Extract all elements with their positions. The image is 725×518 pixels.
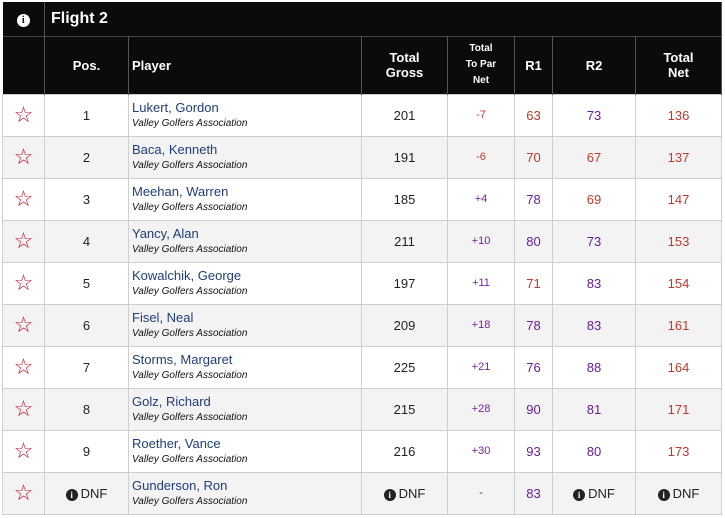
- table-row: [3, 220, 722, 262]
- player-cell: [129, 388, 362, 430]
- favorite-column-header: [3, 36, 45, 94]
- player-cell: [129, 430, 362, 472]
- star-outline-icon: ☆: [13, 396, 34, 421]
- flight-header: [3, 2, 722, 36]
- round-1-score: 78: [515, 304, 553, 346]
- player-cell: [129, 346, 362, 388]
- total-gross-cell: 225: [362, 346, 448, 388]
- favorite-toggle[interactable]: [3, 430, 45, 472]
- round-2-score: 73: [553, 220, 636, 262]
- round-1-score: 63: [515, 94, 553, 136]
- table-row: [3, 262, 722, 304]
- favorite-toggle[interactable]: [3, 94, 45, 136]
- table-row: [3, 388, 722, 430]
- table-row: [3, 94, 722, 136]
- star-outline-icon: ☆: [13, 354, 34, 379]
- player-cell: [129, 136, 362, 178]
- star-outline-icon: ☆: [13, 228, 34, 253]
- total-net-cell: 153: [636, 220, 722, 262]
- to-par-net-cell: +10: [448, 220, 515, 262]
- info-icon: i: [384, 489, 396, 501]
- player-cell: [129, 262, 362, 304]
- round-2-score: 67: [553, 136, 636, 178]
- total-gross-column-header[interactable]: Total Gross: [362, 36, 448, 94]
- position-cell: 8: [45, 388, 129, 430]
- star-outline-icon: ☆: [13, 270, 34, 295]
- round-2-score: 73: [553, 94, 636, 136]
- star-outline-icon: ☆: [13, 102, 34, 127]
- player-club: Valley Golfers Association: [132, 411, 248, 423]
- favorite-toggle[interactable]: [3, 472, 45, 514]
- round-2-score: 83: [553, 262, 636, 304]
- favorite-toggle[interactable]: [3, 178, 45, 220]
- position-cell: 1: [45, 94, 129, 136]
- player-cell: [129, 472, 362, 514]
- to-par-net-cell: +4: [448, 178, 515, 220]
- to-par-net-column-header[interactable]: Total To Par Net: [448, 36, 515, 94]
- star-outline-icon: ☆: [13, 312, 34, 337]
- round-1-score: 70: [515, 136, 553, 178]
- total-net-cell: i DNF: [636, 472, 722, 514]
- player-name-link[interactable]: Golz, Richard: [132, 393, 211, 409]
- position-cell: 2: [45, 136, 129, 178]
- star-outline-icon: ☆: [13, 438, 34, 463]
- position-cell: 7: [45, 346, 129, 388]
- to-par-net-cell: +30: [448, 430, 515, 472]
- player-name-link[interactable]: Meehan, Warren: [132, 183, 229, 199]
- r2-column-header[interactable]: R2: [553, 36, 636, 94]
- info-icon: i: [66, 489, 78, 501]
- favorite-toggle[interactable]: [3, 136, 45, 178]
- total-gross-cell: 211: [362, 220, 448, 262]
- player-name-link[interactable]: Gunderson, Ron: [132, 477, 228, 493]
- player-cell: [129, 94, 362, 136]
- to-par-net-cell: -: [448, 472, 515, 514]
- round-1-score: 71: [515, 262, 553, 304]
- round-2-score: 83: [553, 304, 636, 346]
- player-name-link[interactable]: Fisel, Neal: [132, 309, 194, 325]
- flight-info-button[interactable]: [3, 2, 45, 36]
- player-cell: [129, 178, 362, 220]
- total-gross-cell: 197: [362, 262, 448, 304]
- position-cell: i DNF: [45, 472, 129, 514]
- round-1-score: 76: [515, 346, 553, 388]
- info-icon: i: [17, 14, 30, 27]
- total-gross-cell: 215: [362, 388, 448, 430]
- position-cell: 4: [45, 220, 129, 262]
- table-row: [3, 304, 722, 346]
- player-name-link[interactable]: Roether, Vance: [132, 435, 221, 451]
- player-column-header[interactable]: Player: [129, 36, 362, 94]
- to-par-net-cell: +28: [448, 388, 515, 430]
- favorite-toggle[interactable]: [3, 388, 45, 430]
- to-par-net-cell: +18: [448, 304, 515, 346]
- to-par-net-cell: +21: [448, 346, 515, 388]
- total-net-cell: 171: [636, 388, 722, 430]
- total-net-cell: 154: [636, 262, 722, 304]
- player-cell: [129, 304, 362, 346]
- player-club: Valley Golfers Association: [132, 327, 248, 339]
- table-row: [3, 178, 722, 220]
- favorite-toggle[interactable]: [3, 346, 45, 388]
- total-gross-cell: 185: [362, 178, 448, 220]
- total-gross-cell: i DNF: [362, 472, 448, 514]
- player-name-link[interactable]: Baca, Kenneth: [132, 141, 218, 157]
- round-1-score: 78: [515, 178, 553, 220]
- player-club: Valley Golfers Association: [132, 159, 248, 171]
- round-2-score: 81: [553, 388, 636, 430]
- total-net-cell: 147: [636, 178, 722, 220]
- player-club: Valley Golfers Association: [132, 201, 248, 213]
- info-icon: i: [658, 489, 670, 501]
- leaderboard: [2, 2, 721, 515]
- total-gross-cell: 216: [362, 430, 448, 472]
- round-1-score: 83: [515, 472, 553, 514]
- total-net-column-header[interactable]: Total Net: [636, 36, 722, 94]
- to-par-net-cell: +11: [448, 262, 515, 304]
- player-club: Valley Golfers Association: [132, 285, 248, 297]
- total-gross-cell: 209: [362, 304, 448, 346]
- to-par-net-cell: -7: [448, 94, 515, 136]
- favorite-toggle[interactable]: [3, 220, 45, 262]
- total-net-cell: 173: [636, 430, 722, 472]
- r1-column-header[interactable]: R1: [515, 36, 553, 94]
- total-net-cell: 161: [636, 304, 722, 346]
- player-club: Valley Golfers Association: [132, 117, 248, 129]
- player-cell: [129, 220, 362, 262]
- player-club: Valley Golfers Association: [132, 243, 248, 255]
- player-club: Valley Golfers Association: [132, 495, 248, 507]
- column-header-row: [3, 36, 722, 94]
- star-outline-icon: ☆: [13, 186, 34, 211]
- pos-column-header[interactable]: Pos.: [45, 36, 129, 94]
- position-cell: 6: [45, 304, 129, 346]
- player-club: Valley Golfers Association: [132, 369, 248, 381]
- round-2-score: 80: [553, 430, 636, 472]
- position-cell: 5: [45, 262, 129, 304]
- round-2-score: i DNF: [553, 472, 636, 514]
- round-2-score: 69: [553, 178, 636, 220]
- total-net-cell: 137: [636, 136, 722, 178]
- favorite-toggle[interactable]: [3, 304, 45, 346]
- position-cell: 9: [45, 430, 129, 472]
- round-1-score: 80: [515, 220, 553, 262]
- player-name-link[interactable]: Kowalchik, George: [132, 267, 242, 283]
- player-name-link[interactable]: Lukert, Gordon: [132, 99, 219, 115]
- info-icon: i: [573, 489, 585, 501]
- to-par-net-cell: -6: [448, 136, 515, 178]
- total-gross-cell: 201: [362, 94, 448, 136]
- favorite-toggle[interactable]: [3, 262, 45, 304]
- round-2-score: 88: [553, 346, 636, 388]
- round-1-score: 93: [515, 430, 553, 472]
- table-row: [3, 430, 722, 472]
- star-outline-icon: ☆: [13, 480, 34, 505]
- player-club: Valley Golfers Association: [132, 453, 248, 465]
- player-name-link[interactable]: Yancy, Alan: [132, 225, 199, 241]
- position-cell: 3: [45, 178, 129, 220]
- player-name-link[interactable]: Storms, Margaret: [132, 351, 233, 367]
- flight-title: Flight 2: [45, 2, 722, 36]
- table-row: [3, 346, 722, 388]
- leaderboard-table: [2, 2, 722, 515]
- total-net-cell: 136: [636, 94, 722, 136]
- total-net-cell: 164: [636, 346, 722, 388]
- table-row: [3, 136, 722, 178]
- table-row: [3, 472, 722, 514]
- star-outline-icon: ☆: [13, 144, 34, 169]
- round-1-score: 90: [515, 388, 553, 430]
- total-gross-cell: 191: [362, 136, 448, 178]
